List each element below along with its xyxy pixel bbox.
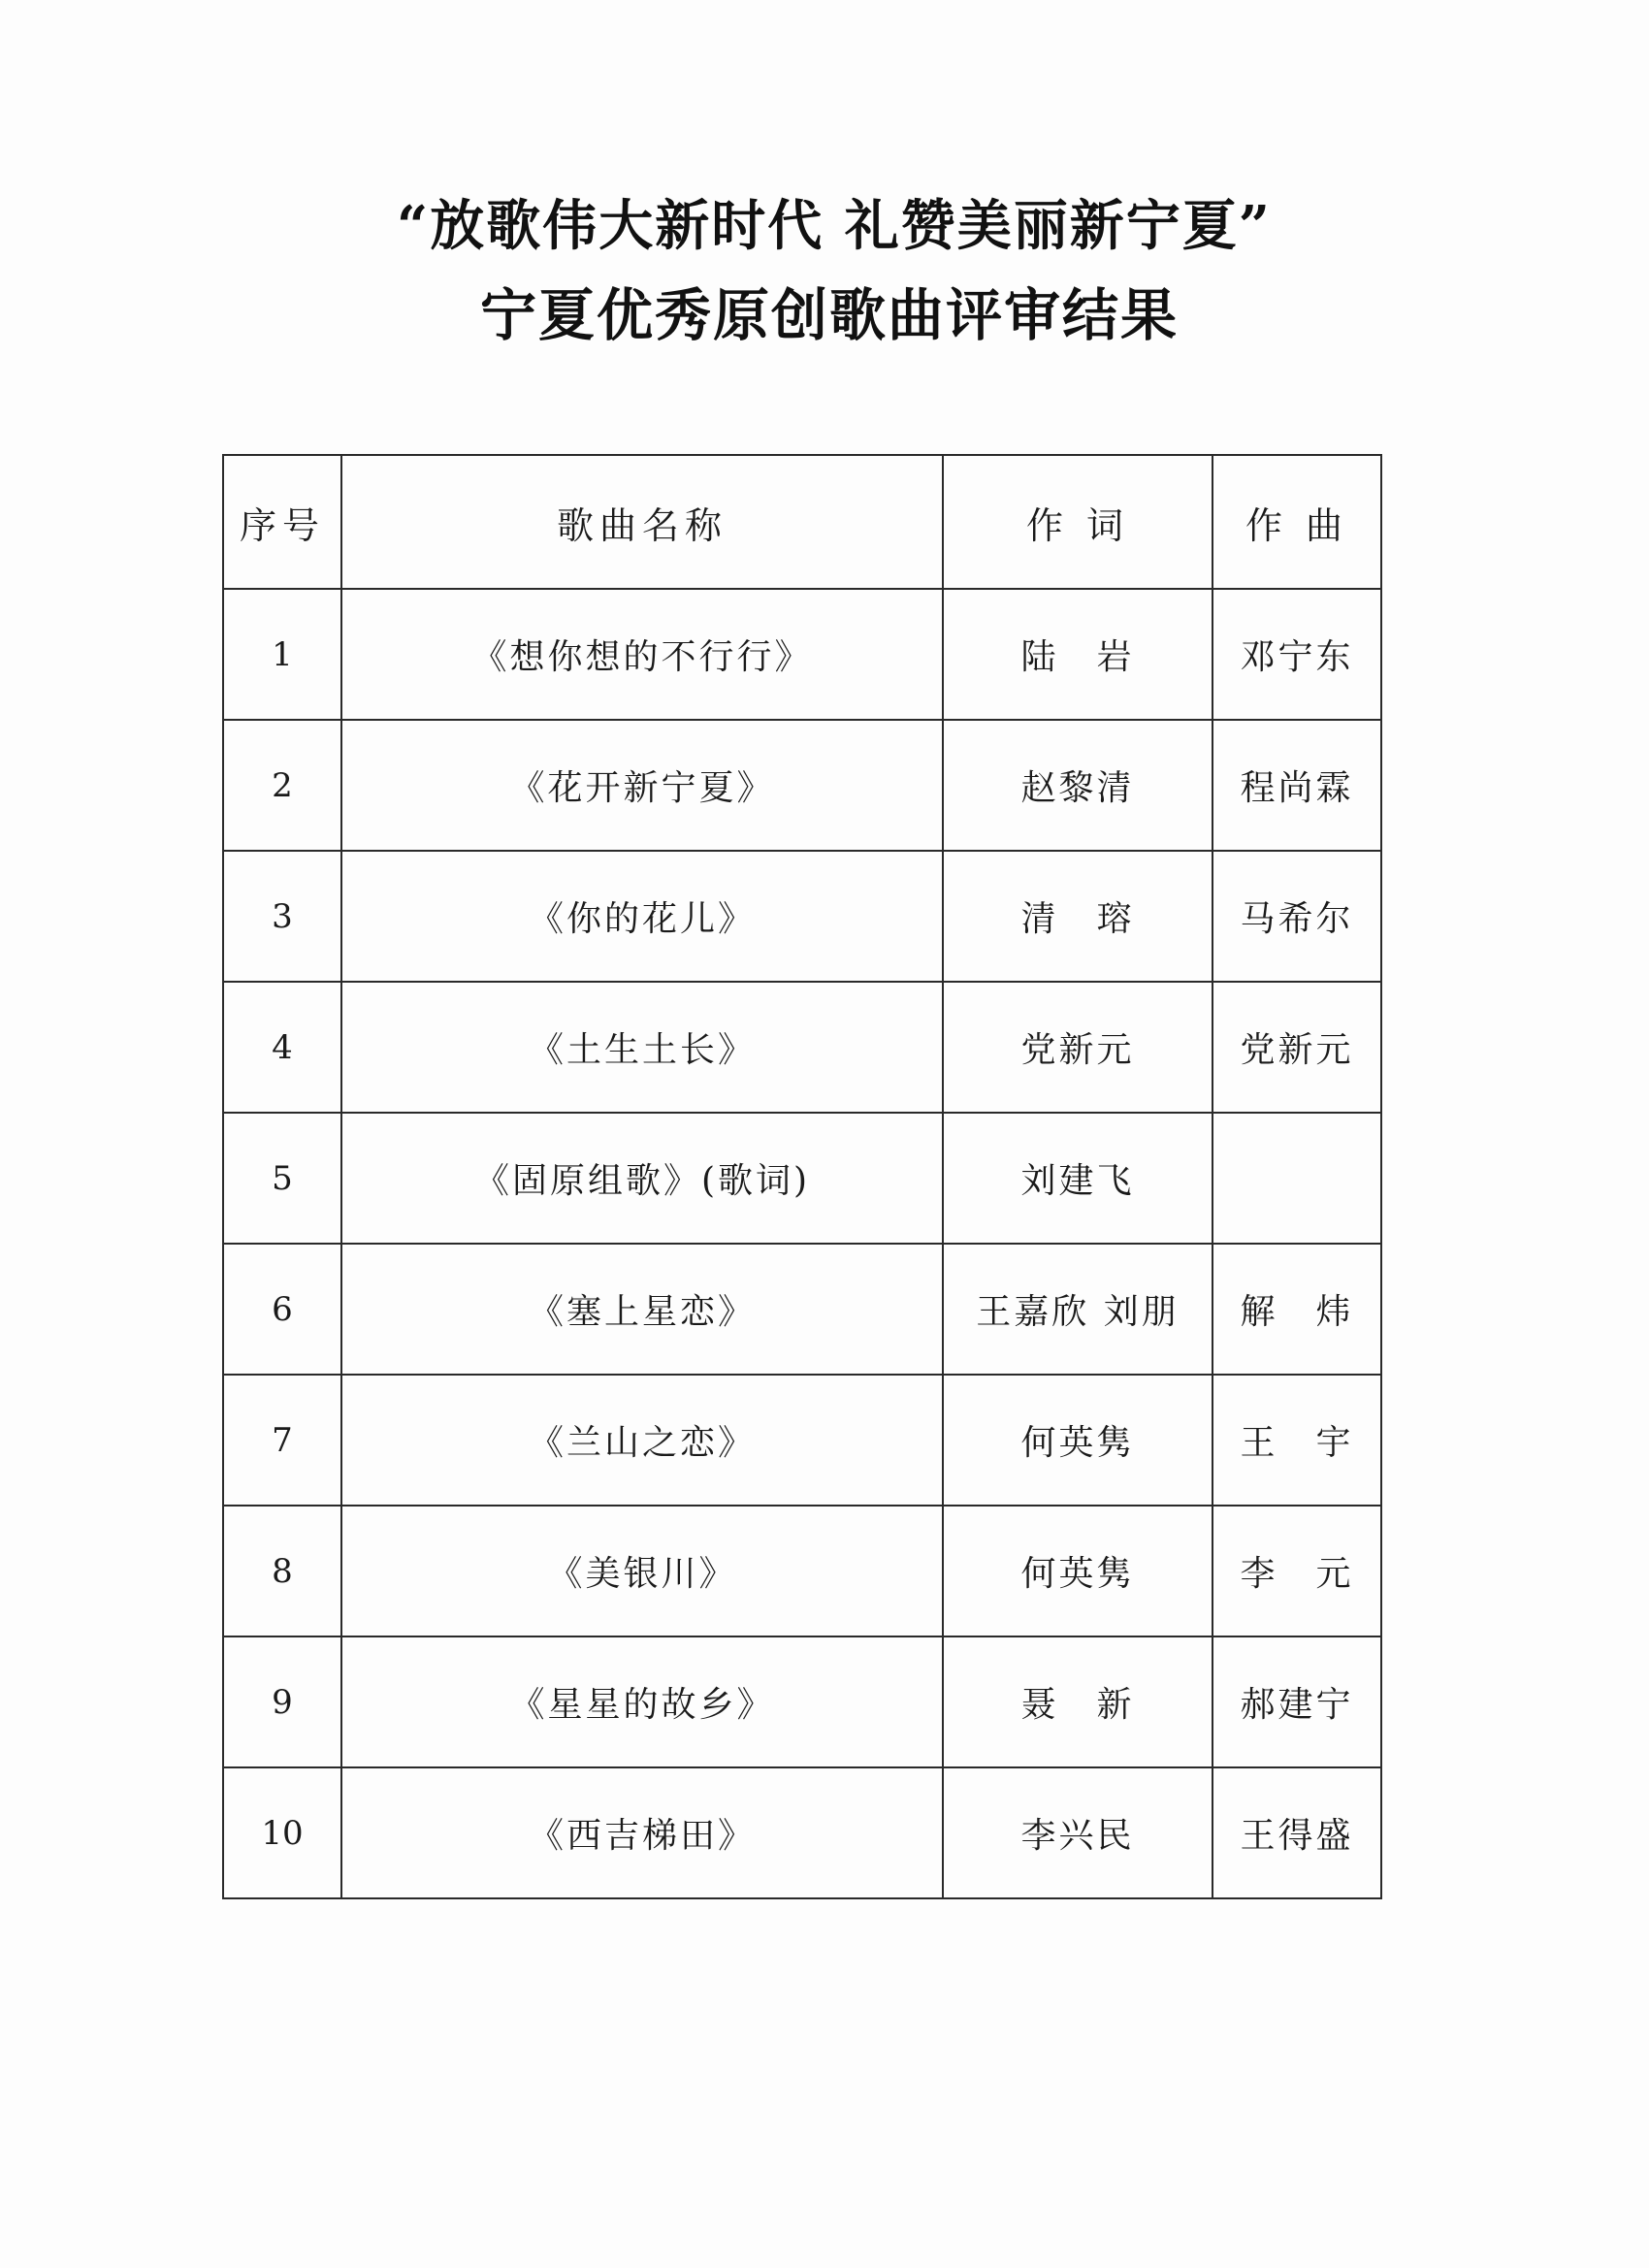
lyricist-name: 党新元 bbox=[1020, 1030, 1135, 1070]
row-composer bbox=[1212, 720, 1381, 851]
table-row bbox=[223, 1244, 1381, 1375]
composer-name: 程尚霖 bbox=[1240, 768, 1354, 808]
row-no: 6 bbox=[223, 1244, 341, 1375]
lyricist-name: 王嘉欣 刘朋 bbox=[976, 1292, 1180, 1332]
song-title: 《塞上星恋》 bbox=[528, 1292, 756, 1332]
row-no: 2 bbox=[223, 720, 341, 851]
table-row bbox=[223, 851, 1381, 982]
composer-name: 郝建宁 bbox=[1240, 1685, 1354, 1725]
song-title: 《美银川》 bbox=[547, 1554, 737, 1594]
table-row bbox=[223, 1113, 1381, 1244]
row-composer bbox=[1212, 1636, 1381, 1767]
row-lyricist bbox=[943, 1767, 1212, 1898]
lyricist-name: 清 瑢 bbox=[1020, 899, 1135, 939]
row-song bbox=[341, 1506, 943, 1636]
row-lyricist bbox=[943, 982, 1212, 1113]
row-no: 1 bbox=[223, 589, 341, 720]
results-table bbox=[222, 454, 1382, 1899]
row-composer bbox=[1212, 1767, 1381, 1898]
row-composer bbox=[1212, 851, 1381, 982]
song-title: 《你的花儿》 bbox=[528, 899, 756, 939]
composer-name: 王得盛 bbox=[1240, 1816, 1354, 1856]
title-line-2: 宁夏优秀原创歌曲评审结果 bbox=[479, 282, 1179, 348]
composer-name: 马希尔 bbox=[1240, 899, 1354, 939]
song-title: 《兰山之恋》 bbox=[528, 1423, 756, 1463]
table-row bbox=[223, 589, 1381, 720]
title-line-1: “放歌伟大新时代 礼赞美丽新宁夏” bbox=[397, 194, 1272, 258]
composer-name: 党新元 bbox=[1240, 1030, 1354, 1070]
row-lyricist bbox=[943, 1506, 1212, 1636]
table-row bbox=[223, 720, 1381, 851]
composer-name: 王 宇 bbox=[1240, 1423, 1354, 1463]
lyricist-name: 何英隽 bbox=[1020, 1423, 1135, 1463]
row-song bbox=[341, 720, 943, 851]
song-title: 《西吉梯田》 bbox=[528, 1816, 756, 1856]
row-no: 8 bbox=[223, 1506, 341, 1636]
table-row bbox=[223, 982, 1381, 1113]
row-composer bbox=[1212, 1375, 1381, 1506]
row-song bbox=[341, 589, 943, 720]
lyricist-name: 陆 岩 bbox=[1020, 637, 1135, 677]
lyricist-name: 刘建飞 bbox=[1020, 1161, 1135, 1201]
row-song bbox=[341, 1244, 943, 1375]
composer-name: 李 元 bbox=[1240, 1554, 1354, 1594]
row-no: 3 bbox=[223, 851, 341, 982]
header-no: 序号 bbox=[223, 455, 341, 589]
row-composer bbox=[1212, 589, 1381, 720]
header-song: 歌曲名称 bbox=[341, 455, 943, 589]
row-song bbox=[341, 1636, 943, 1767]
row-lyricist bbox=[943, 851, 1212, 982]
lyricist-name: 何英隽 bbox=[1020, 1554, 1135, 1594]
row-no: 5 bbox=[223, 1113, 341, 1244]
song-title: 《花开新宁夏》 bbox=[509, 768, 775, 808]
song-title: 《想你想的不行行》 bbox=[471, 637, 813, 677]
header-lyricist: 作 词 bbox=[943, 455, 1212, 589]
table-row bbox=[223, 1375, 1381, 1506]
row-lyricist bbox=[943, 1636, 1212, 1767]
row-lyricist bbox=[943, 1244, 1212, 1375]
table-row bbox=[223, 1506, 1381, 1636]
row-composer bbox=[1212, 1113, 1381, 1244]
row-song bbox=[341, 1375, 943, 1506]
header-composer: 作 曲 bbox=[1212, 455, 1381, 589]
row-no: 7 bbox=[223, 1375, 341, 1506]
table-row bbox=[223, 1767, 1381, 1898]
song-title: 《星星的故乡》 bbox=[509, 1685, 775, 1725]
lyricist-name: 赵黎清 bbox=[1020, 768, 1135, 808]
song-title: 《土生土长》 bbox=[528, 1030, 756, 1070]
row-lyricist bbox=[943, 1375, 1212, 1506]
lyricist-name: 李兴民 bbox=[1020, 1816, 1135, 1856]
row-no: 10 bbox=[223, 1767, 341, 1898]
row-song bbox=[341, 982, 943, 1113]
row-lyricist bbox=[943, 1113, 1212, 1244]
row-composer bbox=[1212, 1244, 1381, 1375]
row-no: 9 bbox=[223, 1636, 341, 1767]
row-composer bbox=[1212, 982, 1381, 1113]
row-lyricist bbox=[943, 589, 1212, 720]
row-lyricist bbox=[943, 720, 1212, 851]
row-song bbox=[341, 1767, 943, 1898]
composer-name: 解 炜 bbox=[1240, 1292, 1354, 1332]
row-composer bbox=[1212, 1506, 1381, 1636]
row-song bbox=[341, 1113, 943, 1244]
row-song bbox=[341, 851, 943, 982]
table-header-row bbox=[223, 455, 1381, 589]
composer-name: 邓宁东 bbox=[1240, 637, 1354, 677]
song-title: 《固原组歌》(歌词) bbox=[473, 1161, 811, 1201]
document-title bbox=[0, 189, 1649, 354]
row-no: 4 bbox=[223, 982, 341, 1113]
lyricist-name: 聂 新 bbox=[1020, 1685, 1135, 1725]
table-row bbox=[223, 1636, 1381, 1767]
